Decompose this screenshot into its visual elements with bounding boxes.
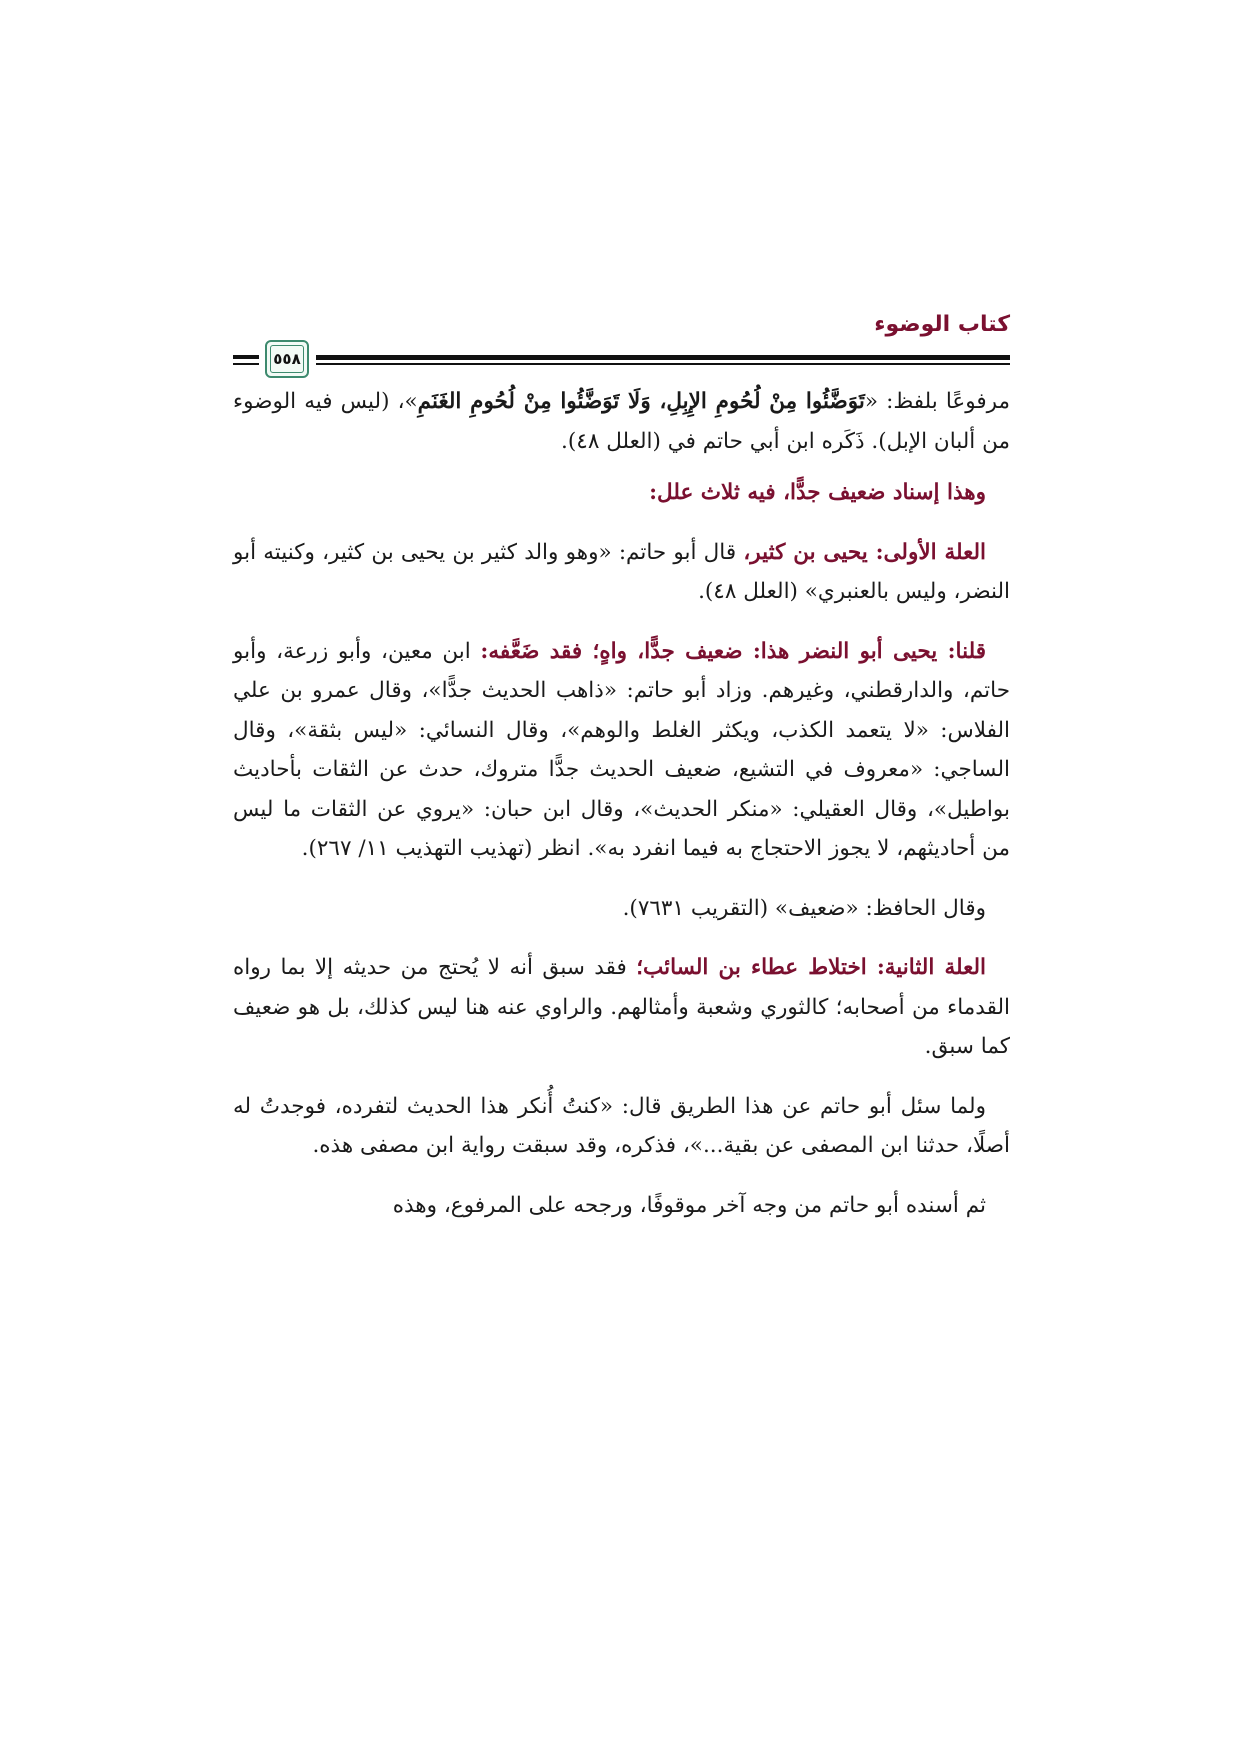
page-number-badge xyxy=(265,340,309,378)
paragraph-hadith-text xyxy=(233,382,1010,461)
text-span: ابن معين، وأبو زرعة، وأبو حاتم، والدارقطني، وغيرهم. وزاد أبو حاتم: «ذاهب الحديث جدًّا»، وقال عمرو بن علي الفلاس: «لا يتعمد الكذب، ويكثر الغلط والوهم»، وقال النسائي: «ليس بثقة»، وقال الساجي: «معروف في التشيع، ضعيف الحديث جدًّا متروك، حدث عن الثقات بأحاديث بواطيل»، وقال العقيلي: «منكر الحديث»، وقال ابن حبان: «يروي عن الثقات ما ليس من أحاديثهم، لا يجوز الاحتجاج به فيما انفرد به». انظر (تهذيب التهذيب ١١/ ٢٦٧). xyxy=(233,638,1010,861)
paragraph-second-defect xyxy=(233,948,1010,1067)
text-span: »، (ليس فيه الوضوء من ألبان الإبل). ذَكَره ابن أبي حاتم في (العلل ٤٨). xyxy=(233,389,1010,454)
first-defect-label: العلة الأولى: يحيى بن كثير، xyxy=(743,539,986,565)
header-rule-stub xyxy=(233,363,259,365)
paragraph-hafiz: وقال الحافظ: «ضعيف» (التقريب ٧٦٣١). xyxy=(622,895,986,921)
header-rule-stub xyxy=(233,355,259,359)
our-view-label: قلنا: يحيى أبو النضر هذا: ضعيف جدًّا، واهٍ؛ فقد ضَعَّفه: xyxy=(480,638,986,664)
paragraph-first-defect xyxy=(233,533,1010,612)
paragraph-abu-hatim: ولما سئل أبو حاتم عن هذا الطريق قال: «كنتُ أُنكر هذا الحديث لتفرده، فوجدتُ له أصلًا، حدثنا ابن المصفى عن بقية...»، فذكره، وقد سبقت رواية ابن مصفى هذه. xyxy=(233,1093,1010,1158)
page-body xyxy=(233,382,1010,1225)
text-span: فقد سبق أنه لا يُحتج من حديثه إلا بما رواه القدماء من أصحابه؛ كالثوري وشعبة وأمثالهم. والراوي عنه هنا ليس كذلك، بل هو ضعيف كما سبق. xyxy=(233,955,1010,1059)
hadith-quote: تَوَضَّئُوا مِنْ لُحُومِ الإِبِلِ، وَلَا تَوَضَّئُوا مِنْ لُحُومِ الغَنَمِ xyxy=(417,389,865,414)
section-heading: وهذا إسناد ضعيف جدًّا، فيه ثلاث علل: xyxy=(649,480,986,505)
text-span: مرفوعًا بلفظ: « xyxy=(864,389,1010,414)
text-span: قال أبو حاتم: «وهو والد كثير بن يحيى بن كثير، وكنيته أبو النضر، وليس بالعنبري» (العلل ٤٨). xyxy=(233,539,1010,604)
paragraph-continuation: ثم أسنده أبو حاتم من وجه آخر موقوفًا، ورجحه على المرفوع، وهذه xyxy=(392,1192,986,1218)
page-number: ٥٥٨ xyxy=(270,345,304,373)
second-defect-label: العلة الثانية: اختلاط عطاء بن السائب؛ xyxy=(636,955,986,980)
page-header xyxy=(233,312,1010,382)
header-rule-thin xyxy=(316,363,1010,365)
header-rule-thick xyxy=(316,355,1010,360)
paragraph-our-view xyxy=(233,632,1010,869)
running-title: كتاب الوضوء xyxy=(874,312,1010,337)
